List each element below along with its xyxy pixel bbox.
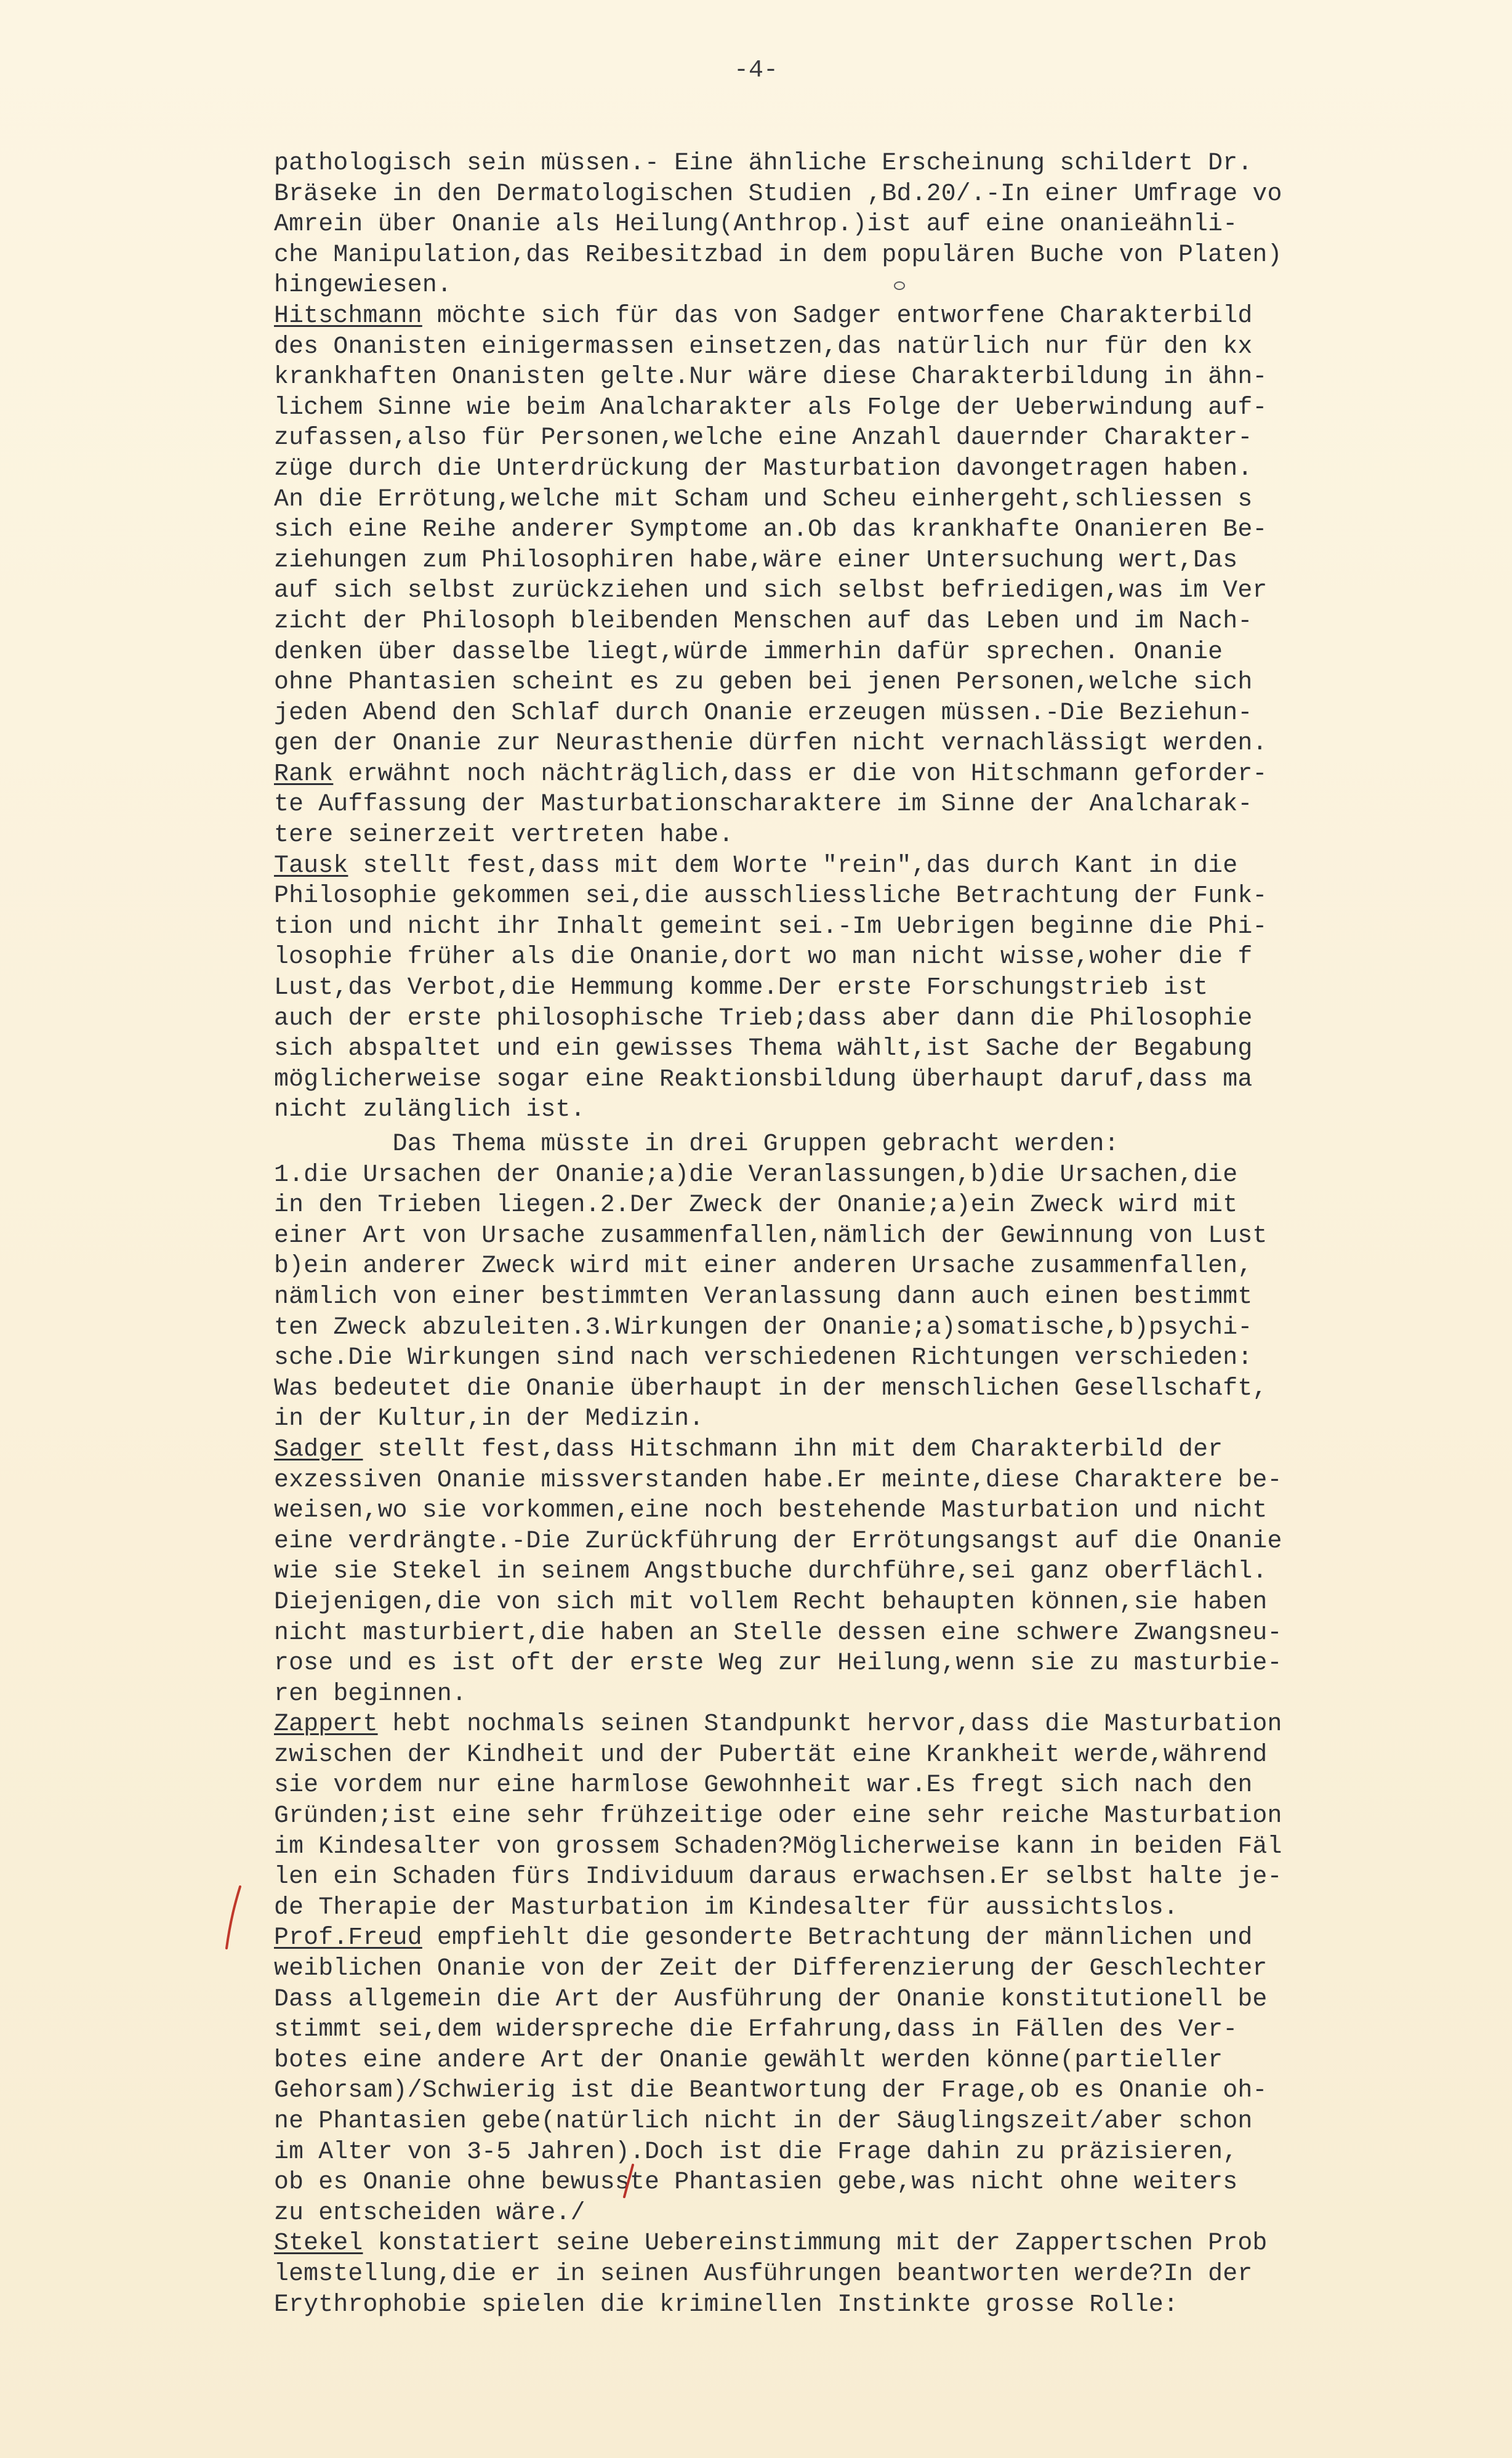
text-line — [274, 209, 1499, 240]
text-line-content: im Kindesalter von grossem Schaden?Möglicherweise kann in beiden Fäl — [274, 1832, 1282, 1860]
text-line — [274, 1526, 1499, 1557]
text-line — [274, 514, 1499, 545]
text-line-content: hingewiesen. — [274, 271, 452, 299]
text-line-content: stimmt sei,dem widerspreche die Erfahrung,dass in Fällen des Ver- — [274, 2015, 1238, 2044]
text-line — [274, 1831, 1499, 1862]
text-line — [274, 606, 1499, 637]
text-line-content: rose und es ist oft der erste Weg zur Heilung,wenn sie zu masturbie- — [274, 1649, 1282, 1677]
text-line — [274, 1190, 1499, 1220]
text-line-content: te Auffassung der Masturbationscharaktere im Sinne der Analcharak- — [274, 790, 1253, 818]
text-line — [274, 2045, 1499, 2076]
text-line — [274, 789, 1499, 820]
text-line — [274, 1953, 1499, 1984]
text-line-content: 1.die Ursachen der Onanie;a)die Veranlassungen,b)die Ursachen,die — [274, 1160, 1238, 1188]
text-line-content: An die Errötung,welche mit Scham und Scheu einhergeht,schliessen s — [274, 485, 1253, 513]
text-line — [274, 1648, 1499, 1678]
page-number: -4- — [733, 57, 778, 84]
text-line-content: krankhaften Onanisten gelte.Nur wäre diese Charakterbildung in ähn- — [274, 363, 1268, 391]
text-line-content: sich eine Reihe anderer Symptome an.Ob das krankhafte Onanieren Be- — [274, 515, 1268, 544]
text-line-content: ten Zweck abzuleiten.3.Wirkungen der Onanie;a)somatische,b)psychi- — [274, 1313, 1253, 1341]
text-line — [274, 148, 1499, 179]
text-line — [274, 1892, 1499, 1923]
text-line — [274, 331, 1499, 362]
handwritten-margin-mark — [222, 1884, 246, 1952]
text-line-content: eine verdrängte.-Die Zurückführung der Errötungsangst auf die Onanie — [274, 1526, 1282, 1555]
text-line-content: ziehungen zum Philosophiren habe,wäre einer Untersuchung wert,Das — [274, 546, 1238, 574]
text-line-content: lemstellung,die er in seinen Ausführungen beantworten werde?In der — [274, 2259, 1253, 2287]
text-line — [274, 850, 1499, 881]
speaker-name: Hitschmann — [274, 301, 422, 329]
text-line-content: botes eine andere Art der Onanie gewählt werden könne(partieller — [274, 2045, 1223, 2074]
text-line-content: Was bedeutet die Onanie überhaupt in der menschlichen Gesellschaft, — [274, 1374, 1268, 1402]
text-line — [274, 1129, 1499, 1159]
text-line — [274, 2075, 1499, 2106]
text-line-content: Das Thema müsste in drei Gruppen gebracht werden: — [274, 1130, 1119, 1158]
text-line — [274, 820, 1499, 850]
text-line — [274, 880, 1499, 911]
text-line-content: Sadger stellt fest,dass Hitschmann ihn mit dem Charakterbild der — [274, 1435, 1223, 1463]
text-line-content: che Manipulation,das Reibesitzbad in dem populären Buche von Platen) — [274, 240, 1282, 268]
text-line — [274, 575, 1499, 606]
text-line — [274, 1770, 1499, 1800]
text-line — [274, 1800, 1499, 1831]
text-line — [274, 545, 1499, 576]
text-line-content: zu entscheiden wäre./ — [274, 2198, 585, 2226]
text-line-content: möglicherweise sogar eine Reaktionsbildung überhaupt daruf,dass ma — [274, 1065, 1253, 1093]
text-line-content: ren beginnen. — [274, 1679, 467, 1707]
text-line — [274, 1342, 1499, 1373]
text-line — [274, 1033, 1499, 1064]
text-line-content: denken über dasselbe liegt,würde immerhin dafür sprechen. Onanie — [274, 637, 1223, 666]
text-line — [274, 2289, 1499, 2320]
text-line — [274, 1587, 1499, 1618]
text-line — [274, 1739, 1499, 1770]
speaker-name: Tausk — [274, 851, 348, 879]
text-line — [274, 1064, 1499, 1095]
text-line — [274, 667, 1499, 698]
text-line-content: auf sich selbst zurückziehen und sich selbst befriedigen,was im Ver — [274, 576, 1268, 605]
text-line-content: losophie früher als die Onanie,dort wo man nicht wisse,woher die f — [274, 943, 1253, 971]
text-line — [274, 1159, 1499, 1190]
text-line — [274, 1003, 1499, 1034]
text-line-content: exzessiven Onanie missverstanden habe.Er meinte,diese Charaktere be- — [274, 1465, 1282, 1494]
text-line — [274, 1709, 1499, 1739]
speaker-name: Stekel — [274, 2229, 363, 2257]
text-line-content: Diejenigen,die von sich mit vollem Recht behaupten können,sie haben — [274, 1587, 1268, 1616]
text-line-content: Amrein über Onanie als Heilung(Anthrop.)ist auf eine onanieähnli- — [274, 210, 1238, 238]
text-line-content: tere seinerzeit vertreten habe. — [274, 821, 734, 849]
text-line-content: len ein Schaden fürs Individuum daraus erwachsen.Er selbst halte je- — [274, 1863, 1282, 1891]
text-line-content: nicht masturbiert,die haben an Stelle dessen eine schwere Zwangsneu- — [274, 1618, 1282, 1646]
text-line-content: nicht zulänglich ist. — [274, 1095, 585, 1124]
text-line-content: de Therapie der Masturbation im Kindesalter für aussichtslos. — [274, 1893, 1179, 1921]
text-line — [274, 637, 1499, 667]
handwritten-slash-mark — [619, 2162, 638, 2199]
text-line — [274, 1220, 1499, 1251]
text-line-content: sche.Die Wirkungen sind nach verschiedenen Richtungen verschieden: — [274, 1344, 1253, 1372]
text-line — [274, 2014, 1499, 2045]
text-line-content: jeden Abend den Schlaf durch Onanie erzeugen müssen.-Die Beziehun- — [274, 698, 1253, 727]
text-line — [274, 240, 1499, 270]
text-line-content: Dass allgemein die Art der Ausführung der Onanie konstitutionell be — [274, 1985, 1268, 2013]
text-line-content: wie sie Stekel in seinem Angstbuche durchführe,sei ganz oberflächl. — [274, 1557, 1268, 1586]
text-line-content: zwischen der Kindheit und der Pubertät eine Krankheit werde,während — [274, 1740, 1268, 1768]
text-line-content: pathologisch sein müssen.- Eine ähnliche Erscheinung schildert Dr. — [274, 149, 1253, 177]
text-line — [274, 1556, 1499, 1587]
text-line-content: des Onanisten einigermassen einsetzen,das natürlich nur für den kx — [274, 332, 1253, 360]
text-line — [274, 453, 1499, 484]
text-line — [274, 1465, 1499, 1496]
text-line-content: Lust,das Verbot,die Hemmung komme.Der erste Forschungstrieb ist — [274, 973, 1208, 1002]
text-line-content: Erythrophobie spielen die kriminellen Instinkte grosse Rolle: — [274, 2290, 1179, 2318]
text-line — [274, 1434, 1499, 1465]
text-line — [274, 1984, 1499, 2015]
text-line — [274, 300, 1499, 331]
text-line-content: zufassen,also für Personen,welche eine Anzahl dauernder Charakter- — [274, 424, 1253, 452]
text-line-content: Tausk stellt fest,dass mit dem Worte "rein",das durch Kant in die — [274, 851, 1238, 879]
text-line-content: auch der erste philosophische Trieb;dass aber dann die Philosophie — [274, 1004, 1253, 1032]
text-line — [274, 911, 1499, 942]
text-line-content: Gehorsam)/Schwierig ist die Beantwortung der Frage,ob es Onanie oh- — [274, 2076, 1268, 2105]
text-line — [274, 1678, 1499, 1709]
text-line — [274, 1403, 1499, 1434]
text-line-content: in den Trieben liegen.2.Der Zweck der Onanie;a)ein Zweck wird mit — [274, 1191, 1238, 1219]
text-line-content: Stekel konstatiert seine Uebereinstimmung mit der Zappertschen Prob — [274, 2229, 1268, 2257]
text-line-content: einer Art von Ursache zusammenfallen,nämlich der Gewinnung von Lust — [274, 1221, 1268, 1249]
text-line-content: b)ein anderer Zweck wird mit einer anderen Ursache zusammenfallen, — [274, 1252, 1253, 1280]
speaker-name: Zappert — [274, 1710, 378, 1738]
text-line — [274, 1094, 1499, 1125]
text-line — [274, 1618, 1499, 1648]
text-line — [274, 1373, 1499, 1404]
text-line-content: sich abspaltet und ein gewisses Thema wählt,ist Sache der Begabung — [274, 1034, 1253, 1063]
text-line-content: ohne Phantasien scheint es zu geben bei jenen Personen,welche sich — [274, 668, 1253, 696]
text-line — [274, 2167, 1499, 2198]
text-line-content: ne Phantasien gebe(natürlich nicht in der Säuglingszeit/aber schon — [274, 2107, 1253, 2135]
text-line — [274, 2259, 1499, 2289]
text-line — [274, 1281, 1499, 1312]
text-line-content: Rank erwähnt noch nächträglich,dass er die von Hitschmann geforder- — [274, 759, 1268, 788]
text-line-content: Prof.Freud empfiehlt die gesonderte Betrachtung der männlichen und — [274, 1924, 1253, 1952]
text-line — [274, 361, 1499, 392]
speaker-name: Prof.Freud — [274, 1924, 422, 1952]
speaker-name: Rank — [274, 759, 334, 788]
text-line-content: weiblichen Onanie von der Zeit der Differenzierung der Geschlechter — [274, 1954, 1268, 1983]
text-line-content: nämlich von einer bestimmten Veranlassung dann auch einen bestimmt — [274, 1282, 1253, 1310]
typed-text-body — [274, 148, 1499, 2319]
text-line-content: in der Kultur,in der Medizin. — [274, 1404, 704, 1433]
text-line-content: Bräseke in den Dermatologischen Studien ,Bd.20/.-In einer Umfrage vo — [274, 179, 1282, 208]
text-line — [274, 972, 1499, 1003]
text-line-content: tion und nicht ihr Inhalt gemeint sei.-Im Uebrigen beginne die Phi- — [274, 912, 1268, 940]
text-line — [274, 759, 1499, 789]
text-line-content: Hitschmann möchte sich für das von Sadger entworfene Charakterbild — [274, 301, 1253, 329]
text-line-content: lichem Sinne wie beim Analcharakter als Folge der Ueberwindung auf- — [274, 393, 1268, 421]
text-line — [274, 2228, 1499, 2259]
text-line — [274, 422, 1499, 453]
text-line — [274, 1251, 1499, 1281]
text-line — [274, 2106, 1499, 2137]
text-line — [274, 1495, 1499, 1526]
text-line-content: Philosophie gekommen sei,die ausschliessliche Betrachtung der Funk- — [274, 882, 1268, 910]
text-line-content: weisen,wo sie vorkommen,eine noch bestehende Masturbation und nicht — [274, 1496, 1268, 1525]
text-line-content: Zappert hebt nochmals seinen Standpunkt hervor,dass die Masturbation — [274, 1710, 1282, 1738]
text-line — [274, 1922, 1499, 1953]
speaker-name: Sadger — [274, 1435, 363, 1463]
text-line-content: Gründen;ist eine sehr frühzeitige oder eine sehr reiche Masturbation — [274, 1802, 1282, 1830]
text-line-content: zicht der Philosoph bleibenden Menschen auf das Leben und im Nach- — [274, 606, 1253, 635]
text-line — [274, 179, 1499, 209]
text-line — [274, 941, 1499, 972]
text-line-content: gen der Onanie zur Neurasthenie dürfen nicht vernachlässigt werden. — [274, 729, 1268, 757]
text-line — [274, 484, 1499, 515]
text-line — [274, 2198, 1499, 2228]
text-line — [274, 1312, 1499, 1343]
text-line-content: ob es Onanie ohne bewusste Phantasien gebe,was nicht ohne weiters — [274, 2168, 1238, 2196]
text-line-content: züge durch die Unterdrückung der Masturbation davongetragen haben. — [274, 454, 1253, 482]
text-line — [274, 392, 1499, 423]
small-ring-mark — [893, 280, 906, 291]
text-line — [274, 1861, 1499, 1892]
text-line-content: im Alter von 3-5 Jahren).Doch ist die Frage dahin zu präzisieren, — [274, 2137, 1238, 2166]
text-line — [274, 698, 1499, 728]
text-line — [274, 728, 1499, 759]
text-line — [274, 2137, 1499, 2167]
text-line-content: sie vordem nur eine harmlose Gewohnheit war.Es fregt sich nach den — [274, 1771, 1253, 1799]
text-line — [274, 270, 1499, 300]
